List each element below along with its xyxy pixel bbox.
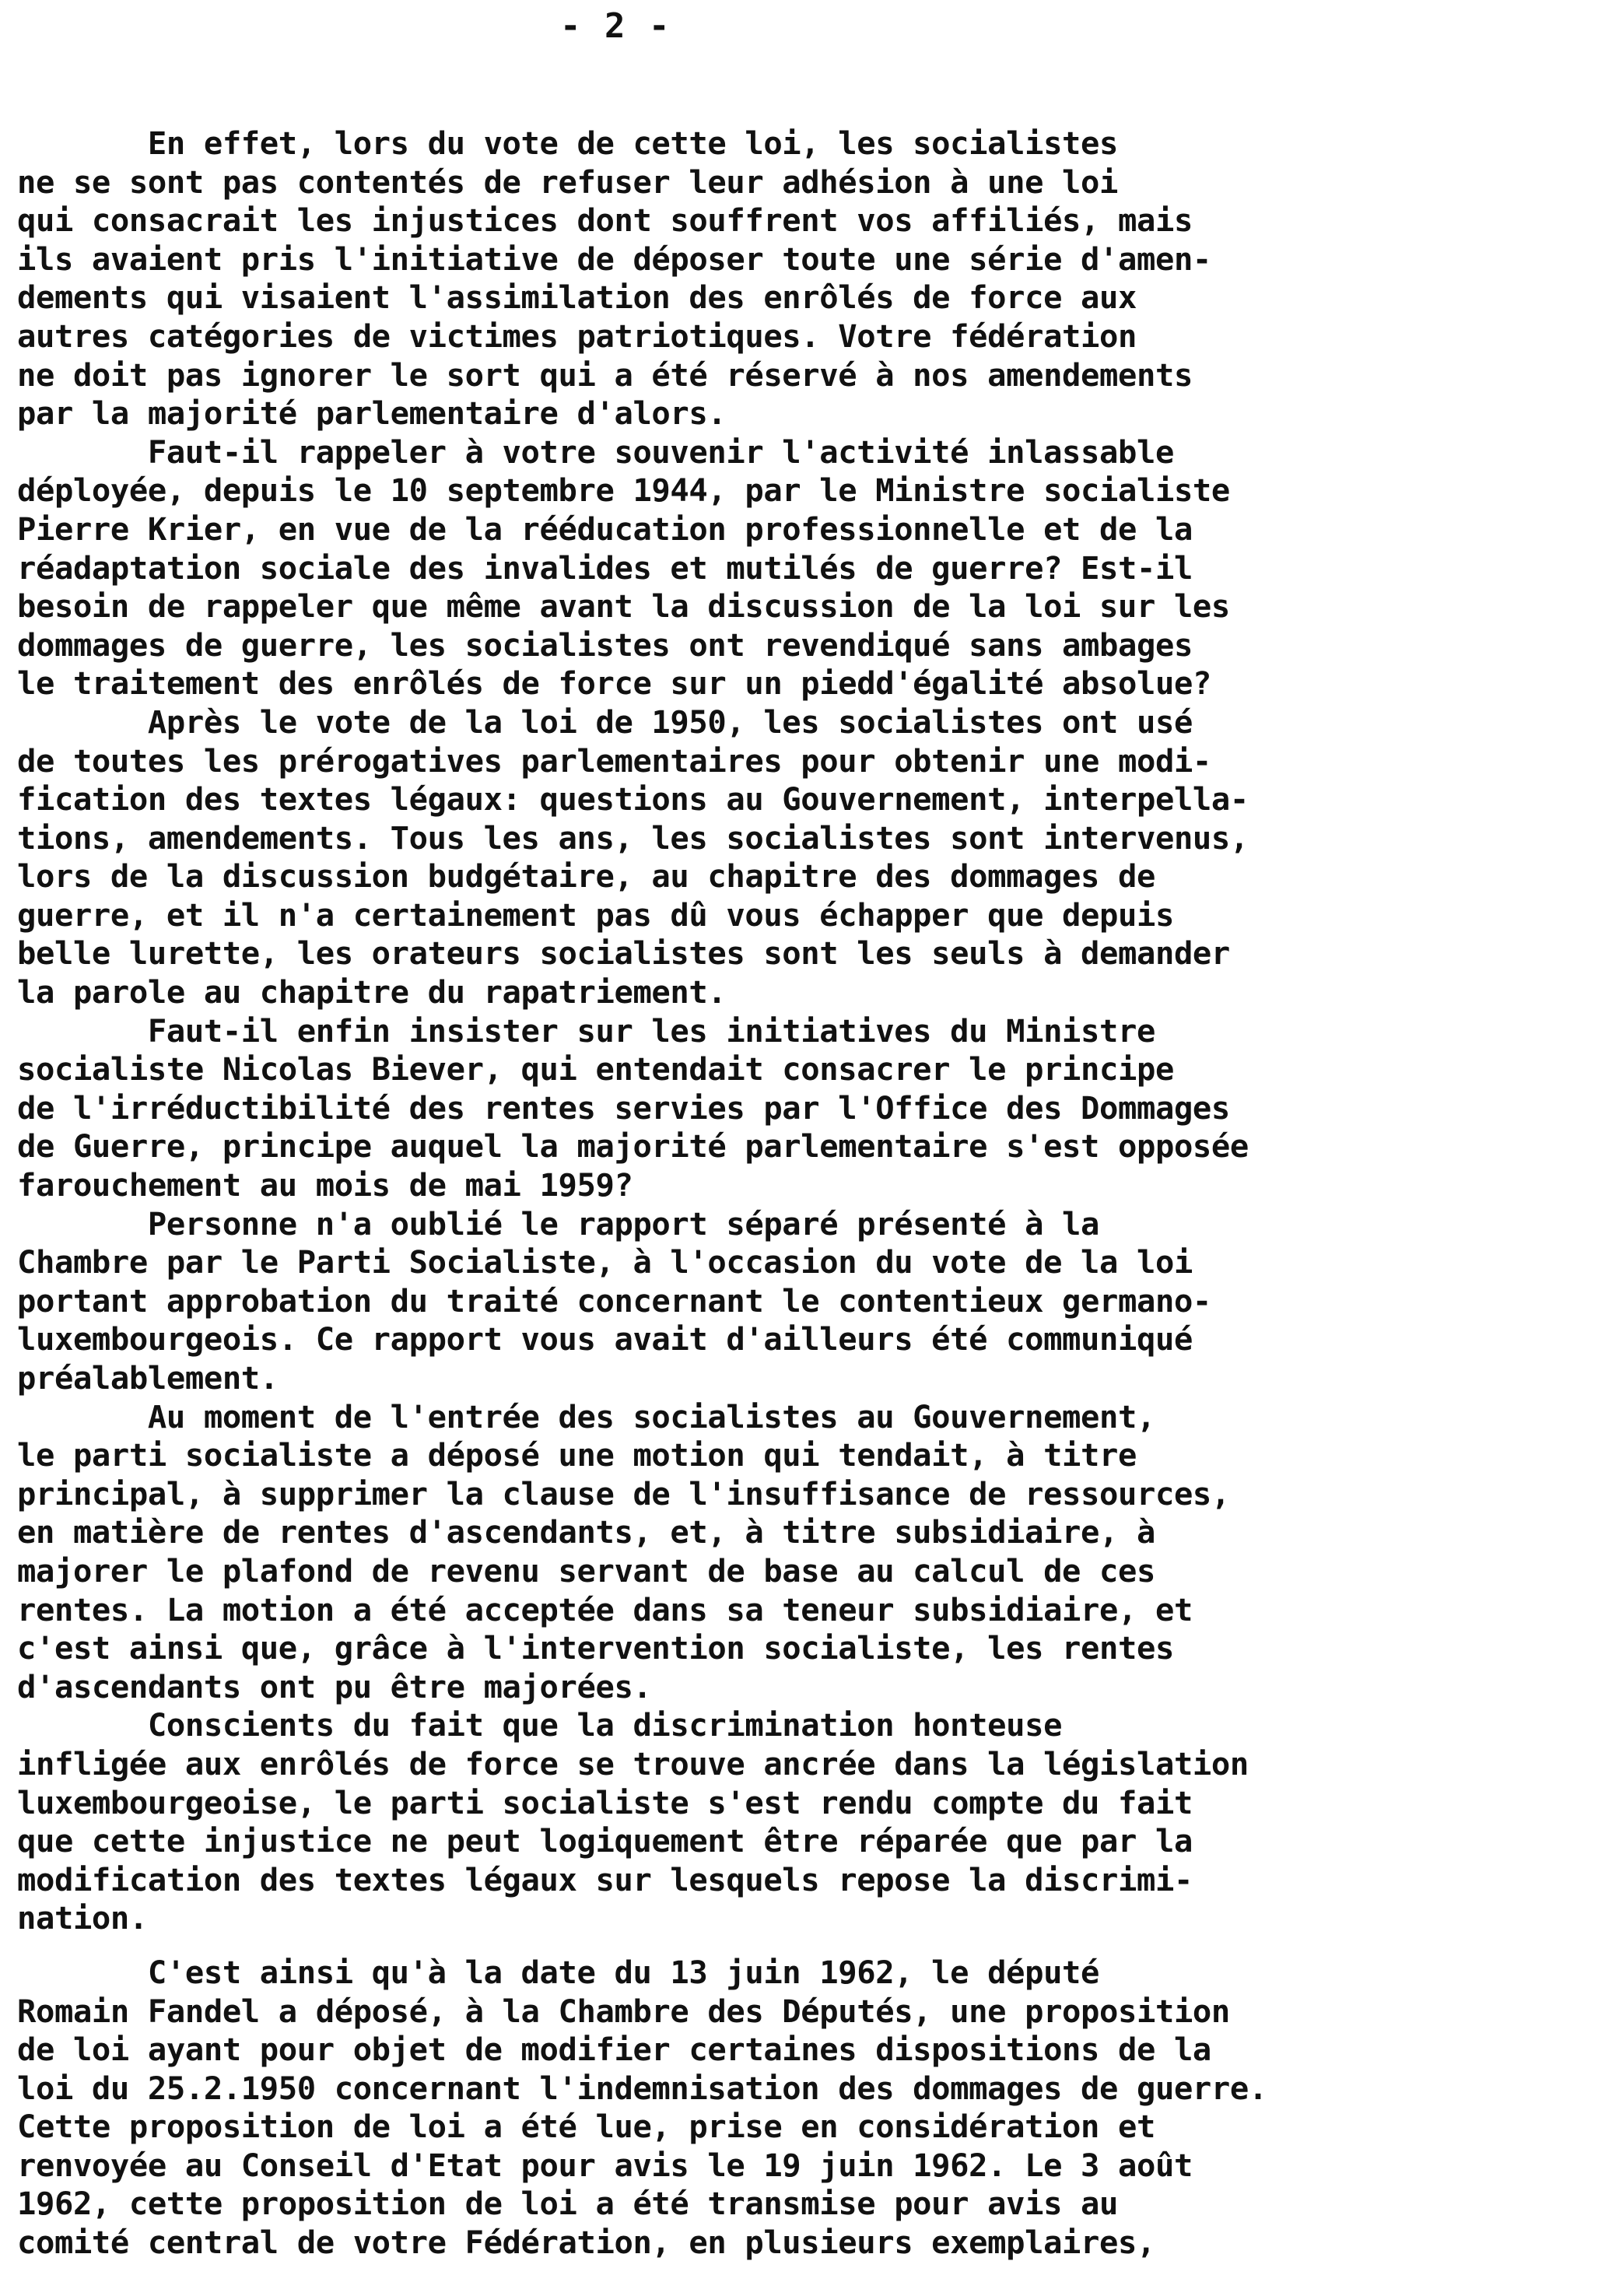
text-line: la parole au chapitre du rapatriement. xyxy=(17,973,727,1011)
text-line: besoin de rappeler que même avant la discussion de la loi sur les xyxy=(17,587,1230,626)
text-line: Conscients du fait que la discrimination honteuse xyxy=(17,1706,1063,1744)
text-line: majorer le plafond de revenu servant de base au calcul de ces xyxy=(17,1551,1155,1590)
paragraph xyxy=(17,124,1596,433)
text-line: que cette injustice ne peut logiquement être réparée que par la xyxy=(17,1822,1193,1860)
text-line: belle lurette, les orateurs socialistes sont les seuls à demander xyxy=(17,934,1230,973)
text-line: de Guerre, principe auquel la majorité parlementaire s'est opposée xyxy=(17,1127,1249,1166)
text-line: luxembourgeois. Ce rapport vous avait d'ailleurs été communiqué xyxy=(17,1320,1193,1358)
paragraph xyxy=(17,1398,1596,1707)
text-line: luxembourgeoise, le parti socialiste s'est rendu compte du fait xyxy=(17,1783,1193,1821)
text-line: principal, à supprimer la clause de l'insuffisance de ressources, xyxy=(17,1474,1230,1513)
text-line: Chambre par le Parti Socialiste, à l'occasion du vote de la loi xyxy=(17,1243,1193,1281)
text-line: comité central de votre Fédération, en plusieurs exemplaires, xyxy=(17,2224,1155,2262)
text-line: Pierre Krier, en vue de la rééducation professionnelle et de la xyxy=(17,510,1193,548)
text-line: Faut-il rappeler à votre souvenir l'activité inlassable xyxy=(17,433,1174,471)
paragraph xyxy=(17,1954,1596,2263)
text-line: préalablement. xyxy=(17,1359,279,1397)
text-line: de loi ayant pour objet de modifier certaines dispositions de la xyxy=(17,2031,1211,2069)
text-line: ne doit pas ignorer le sort qui a été réservé à nos amendements xyxy=(17,356,1193,394)
text-line: loi du 25.2.1950 concernant l'indemnisation des dommages de guerre. xyxy=(17,2069,1267,2107)
text-line: déployée, depuis le 10 septembre 1944, par le Ministre socialiste xyxy=(17,471,1230,510)
text-line: socialiste Nicolas Biever, qui entendait consacrer le principe xyxy=(17,1050,1174,1088)
text-line: C'est ainsi qu'à la date du 13 juin 1962, le député xyxy=(17,1953,1100,1991)
text-line: infligée aux enrôlés de force se trouve ancrée dans la législation xyxy=(17,1744,1249,1782)
text-line: de toutes les prérogatives parlementaires pour obtenir une modi- xyxy=(17,741,1211,780)
text-line: rentes. La motion a été acceptée dans sa teneur subsidiaire, et xyxy=(17,1590,1193,1628)
text-line: autres catégories de victimes patriotiques. Votre fédération xyxy=(17,317,1137,355)
text-line: 1962, cette proposition de loi a été transmise pour avis au xyxy=(17,2185,1119,2223)
text-line: nation. xyxy=(17,1899,148,1937)
paragraph xyxy=(17,1706,1596,1938)
text-line: dommages de guerre, les socialistes ont revendiqué sans ambages xyxy=(17,626,1193,664)
text-line: ne se sont pas contentés de refuser leur adhésion à une loi xyxy=(17,163,1119,201)
text-line: Après le vote de la loi de 1950, les socialistes ont usé xyxy=(17,703,1193,741)
text-line: Faut-il enfin insister sur les initiatives du Ministre xyxy=(17,1011,1155,1050)
paragraph xyxy=(17,433,1596,703)
page-number: - 2 - xyxy=(560,6,671,46)
paragraph xyxy=(17,1205,1596,1398)
text-line: farouchement au mois de mai 1959? xyxy=(17,1166,633,1204)
text-line: le traitement des enrôlés de force sur un piedd'égalité absolue? xyxy=(17,664,1211,703)
text-line: modification des textes légaux sur lesquels repose la discrimi- xyxy=(17,1860,1193,1898)
text-line: ils avaient pris l'initiative de déposer toute une série d'amen- xyxy=(17,240,1211,278)
text-line: En effet, lors du vote de cette loi, les socialistes xyxy=(17,124,1119,162)
text-line: lors de la discussion budgétaire, au chapitre des dommages de xyxy=(17,857,1155,896)
text-line: qui consacrait les injustices dont souffrent vos affiliés, mais xyxy=(17,202,1193,240)
text-line: renvoyée au Conseil d'Etat pour avis le 19 juin 1962. Le 3 août xyxy=(17,2146,1193,2184)
text-line: le parti socialiste a déposé une motion qui tendait, à titre xyxy=(17,1436,1137,1474)
paragraph xyxy=(17,1012,1596,1205)
text-line: guerre, et il n'a certainement pas dû vous échapper que depuis xyxy=(17,896,1174,934)
text-line: d'ascendants ont pu être majorées. xyxy=(17,1667,652,1705)
text-line: dements qui visaient l'assimilation des enrôlés de force aux xyxy=(17,279,1137,317)
text-line: par la majorité parlementaire d'alors. xyxy=(17,394,727,433)
text-line: Romain Fandel a déposé, à la Chambre des Députés, une proposition xyxy=(17,1992,1230,2030)
text-line: Personne n'a oublié le rapport séparé présenté à la xyxy=(17,1204,1100,1243)
text-line: tions, amendements. Tous les ans, les socialistes sont intervenus, xyxy=(17,818,1249,857)
text-line: c'est ainsi que, grâce à l'intervention socialiste, les rentes xyxy=(17,1629,1174,1667)
text-line: réadaptation sociale des invalides et mutilés de guerre? Est-il xyxy=(17,549,1193,587)
text-line: de l'irréductibilité des rentes servies par l'Office des Dommages xyxy=(17,1088,1230,1127)
letter-body xyxy=(17,124,1596,2263)
text-line: Au moment de l'entrée des socialistes au Gouvernement, xyxy=(17,1397,1155,1435)
text-line: portant approbation du traité concernant le contentieux germano- xyxy=(17,1281,1211,1320)
paragraph xyxy=(17,703,1596,1012)
text-line: Cette proposition de loi a été lue, prise en considération et xyxy=(17,2108,1155,2146)
text-line: en matière de rentes d'ascendants, et, à titre subsidiaire, à xyxy=(17,1513,1155,1551)
paragraph-gap xyxy=(17,1938,1596,1954)
text-line: fication des textes légaux: questions au Gouvernement, interpella- xyxy=(17,780,1249,818)
